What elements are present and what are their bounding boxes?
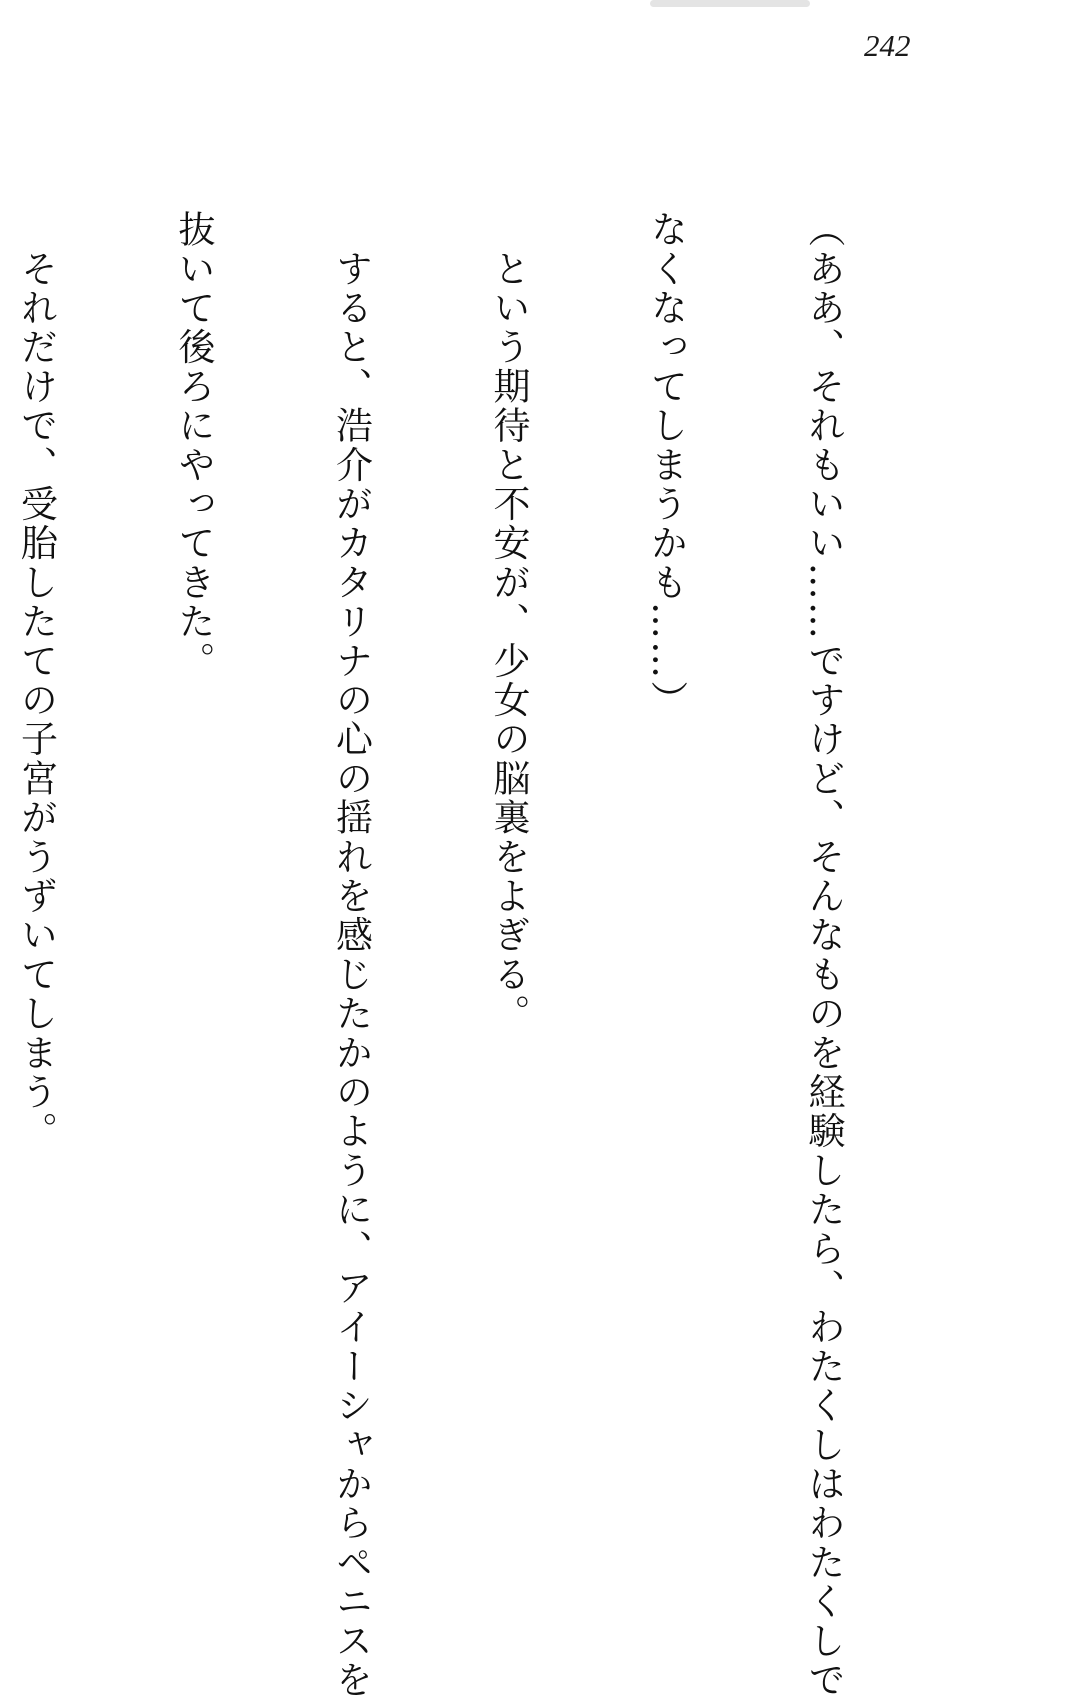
scan-artifact xyxy=(650,0,810,7)
text-line: （ああ、それもいい……ですけど、そんなものを経験したら、わたくしはわたくしで xyxy=(802,210,845,1700)
body-text xyxy=(0,210,954,1700)
page-number: 242 xyxy=(864,28,911,63)
text-line: すると、浩介がカタリナの心の揺れを感じたかのように、アイーシャからペニスを xyxy=(329,210,373,1700)
text-line: なくなってしまうかも……） xyxy=(644,210,688,720)
text-line: それだけで、受胎したての子宮がうずいてしまう。 xyxy=(14,210,58,1151)
text-line: という期待と不安が、少女の脳裏をよぎる。 xyxy=(487,210,530,1034)
text-line: 抜いて後ろにやってきた。 xyxy=(172,210,215,681)
